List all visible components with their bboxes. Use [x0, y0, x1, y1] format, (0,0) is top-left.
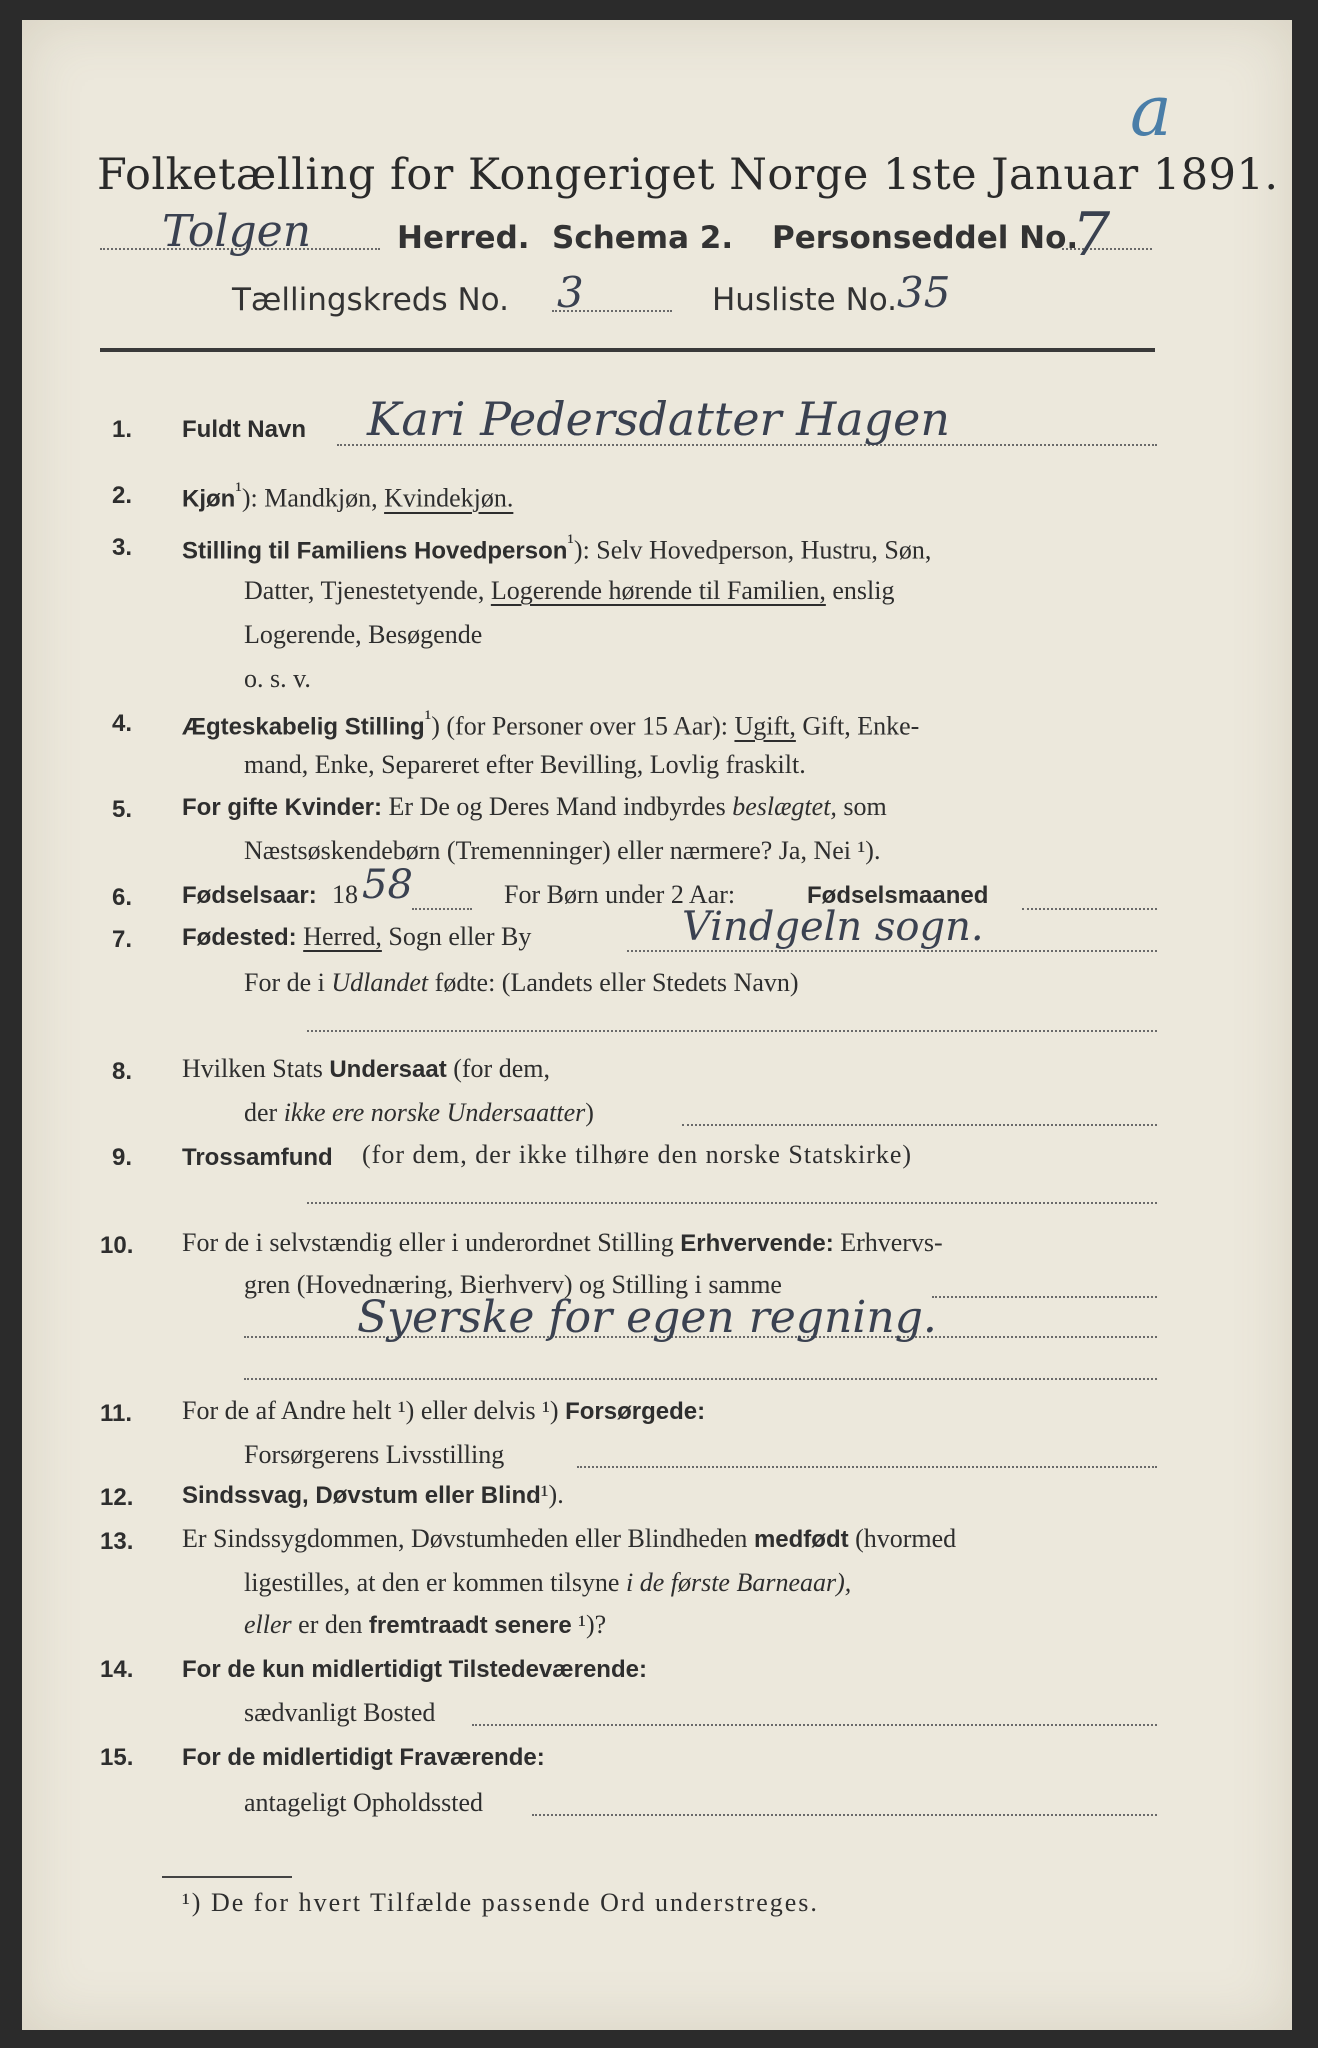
herred-name: Tolgen [162, 206, 312, 257]
field-13-line-3 [244, 1610, 606, 1640]
field-7-line-1 [182, 922, 531, 952]
field-6-prefix: 18 [332, 880, 358, 909]
field-4-sup: ¹ [424, 706, 432, 730]
field-7-value: Vindgeln sogn. [682, 904, 984, 950]
field-14-line-2: sædvanligt Bosted [244, 1698, 436, 1727]
taellingskreds-label: Tællingskreds No. [232, 282, 509, 318]
field-4-line-1c: Gift, Enke- [802, 711, 920, 741]
field-12-line-1 [182, 1480, 564, 1510]
field-5-number: 5. [112, 796, 133, 823]
husliste-number: 35 [897, 268, 951, 317]
field-10-value: Syerske for egen regning. [357, 1292, 937, 1343]
field-11-line-1b: Forsørgede: [565, 1398, 706, 1425]
field-4-line-1a: ) (for Personer over 15 Aar): [431, 711, 728, 741]
field-3-selected-option: Logerende hørende til Familien, [490, 576, 826, 605]
field-3-line-1 [182, 530, 931, 566]
field-13-line-1c: (hvormed [855, 1524, 957, 1553]
field-12-label: Sindssvag, Døvstum eller Blind [182, 1482, 541, 1509]
field-15-label: For de midlertidigt Fraværende: [182, 1744, 545, 1771]
field-13-line-3a: eller [244, 1610, 292, 1639]
field-8-label: Hvilken Stats [182, 1054, 323, 1083]
field-9-label: Trossamfund [182, 1144, 333, 1171]
field-10-dots-3 [244, 1378, 1157, 1380]
field-5-line-1b: beslægtet, [732, 792, 837, 821]
field-2-number: 2. [112, 482, 133, 509]
field-3-label: Stilling til Familiens Hovedperson [182, 537, 568, 565]
field-3-line-3: Logerende, Besøgende [244, 620, 483, 649]
field-5-label: For gifte Kvinder: [182, 794, 383, 821]
field-7-number: 7. [112, 926, 133, 953]
field-3-line-2c: enslig [832, 576, 895, 605]
field-2-sup: ¹ [235, 478, 242, 502]
field-3-line-2 [244, 576, 894, 606]
field-7-label: Fødested: [182, 924, 297, 951]
field-5-line-1 [182, 792, 887, 822]
field-10-line-1b: Erhvervende: [680, 1230, 834, 1257]
field-13-line-1 [182, 1524, 956, 1554]
field-15-number: 15. [100, 1744, 134, 1771]
husliste-label: Husliste No. [712, 282, 898, 318]
field-7-dots [627, 950, 1157, 952]
census-form-page [22, 20, 1292, 2030]
taellingskreds-dots [552, 310, 672, 312]
field-3-sup: ¹ [567, 530, 574, 554]
field-6-dots-2 [1022, 908, 1157, 910]
field-7-selected-option: Herred, [303, 922, 382, 951]
schema-label: Schema 2. [552, 220, 734, 256]
field-14-dots [472, 1724, 1157, 1726]
field-4-number: 4. [112, 710, 133, 737]
field-13-line-1b: medfødt [753, 1526, 849, 1553]
field-9-line-1: (for dem, der ikke tilhøre den norske Statskirke) [362, 1140, 913, 1169]
field-10-dots [932, 1296, 1157, 1298]
field-8-line-1-rest: (for dem, [453, 1054, 550, 1083]
personseddel-number: 7 [1072, 200, 1111, 270]
field-11-number: 11. [100, 1400, 133, 1427]
field-13-line-2a: ligestilles, at den er kommen tilsyne [244, 1568, 620, 1597]
field-9-number: 9. [112, 1144, 133, 1171]
field-4-line-1 [182, 706, 919, 742]
personseddel-label: Personseddel No. [772, 220, 1079, 256]
field-10-number: 10. [100, 1232, 134, 1259]
field-11-dots [577, 1466, 1157, 1468]
field-13-line-2b: i de første Barneaar), [625, 1568, 852, 1597]
field-6-label: Fødselsaar: [182, 882, 317, 909]
field-8-line-2b: ikke ere norske Undersaatter [283, 1098, 586, 1127]
field-10-line-1c: Erhvervs- [840, 1228, 943, 1257]
field-11-line-1 [182, 1396, 705, 1426]
field-12-rest: ¹). [540, 1480, 564, 1509]
field-7-line-2c: fødte: (Landets eller Stedets Navn) [434, 968, 799, 997]
herred-label: Herred. [397, 220, 530, 256]
field-14-label: For de kun midlertidigt Tilstedeværende: [182, 1656, 647, 1683]
field-13-line-2 [244, 1568, 851, 1598]
field-2-label: Kjøn [182, 485, 236, 513]
corner-mark: a [1130, 70, 1172, 152]
field-8-line-2a: der [244, 1098, 278, 1127]
field-7-line-2a: For de i [244, 968, 325, 997]
field-6-label-2: Fødselsmaaned [807, 882, 989, 909]
field-8-number: 8. [112, 1058, 133, 1085]
field-7-dots-2 [307, 1030, 1157, 1032]
form-title: Folketælling for Kongeriget Norge 1ste Januar 1891. [97, 150, 1279, 200]
field-3-line-1-rest: ): Selv Hovedperson, Hustru, Søn, [573, 535, 932, 565]
field-5-line-1a: Er De og Deres Mand indbyrdes [388, 792, 726, 821]
field-13-line-3c: fremtraadt senere [368, 1612, 572, 1639]
field-6-rest: For Børn under 2 Aar: [504, 880, 736, 909]
field-15-dots [532, 1814, 1157, 1816]
field-4-label: Ægteskabelig Stilling [182, 713, 425, 741]
field-8-label-bold: Undersaat [329, 1056, 447, 1083]
field-13-line-1a: Er Sindssygdommen, Døvstumheden eller Blindheden [182, 1524, 748, 1553]
field-10-line-1 [182, 1228, 943, 1258]
field-3-number: 3. [112, 534, 133, 561]
footnote: ¹) De for hvert Tilfælde passende Ord understreges. [182, 1888, 819, 1917]
field-13-line-3d: ¹)? [578, 1610, 607, 1639]
field-11-line-1a: For de af Andre helt ¹) eller delvis ¹) [182, 1396, 559, 1425]
field-7-line-2 [244, 968, 799, 998]
field-15-line-2: antageligt Opholdssted [244, 1788, 484, 1817]
field-8-dots [682, 1124, 1157, 1126]
field-14-number: 14. [100, 1656, 134, 1683]
field-13-number: 13. [100, 1528, 134, 1555]
field-4-line-2: mand, Enke, Separeret efter Bevilling, Lovlig fraskilt. [244, 750, 806, 779]
field-1-value: Kari Pedersdatter Hagen [367, 392, 950, 446]
field-6-number: 6. [112, 884, 133, 911]
field-2-text [182, 478, 513, 514]
field-3-line-2a: Datter, Tjenestetyende, [244, 576, 485, 605]
field-5-line-2: Næstsøskendebørn (Tremenninger) eller nærmere? Ja, Nei ¹). [244, 836, 881, 865]
field-7-rest: Sogn eller By [388, 922, 532, 951]
field-2-rest: ): Mandkjøn, [241, 483, 378, 513]
field-9-dots [307, 1202, 1157, 1204]
field-4-selected-option: Ugift, [734, 711, 796, 741]
field-8-line-1 [182, 1054, 550, 1084]
field-1-label: Fuldt Navn [182, 416, 306, 443]
field-7-line-2b: Udlandet [331, 968, 429, 997]
header-rule [100, 348, 1155, 352]
field-6-dots [412, 908, 472, 910]
field-13-line-3b: er den [298, 1610, 363, 1639]
field-11-line-2: Forsørgerens Livsstilling [244, 1440, 505, 1469]
field-5-line-1c: som [843, 792, 887, 821]
field-3-line-4: o. s. v. [244, 664, 311, 693]
taellingskreds-number: 3 [557, 268, 584, 317]
field-10-line-2: gren (Hovednæring, Bierhverv) og Stilling i samme [244, 1270, 782, 1299]
field-1-number: 1. [112, 416, 133, 443]
field-10-line-1a: For de i selvstændig eller i underordnet Stilling [182, 1228, 674, 1257]
field-6-value: 58 [362, 862, 413, 908]
field-2-selected-option: Kvindekjøn. [384, 483, 514, 513]
field-8-line-2: der ikke ere norske Undersaatter) [244, 1098, 594, 1127]
footnote-separator [162, 1876, 292, 1878]
field-12-number: 12. [100, 1484, 134, 1511]
